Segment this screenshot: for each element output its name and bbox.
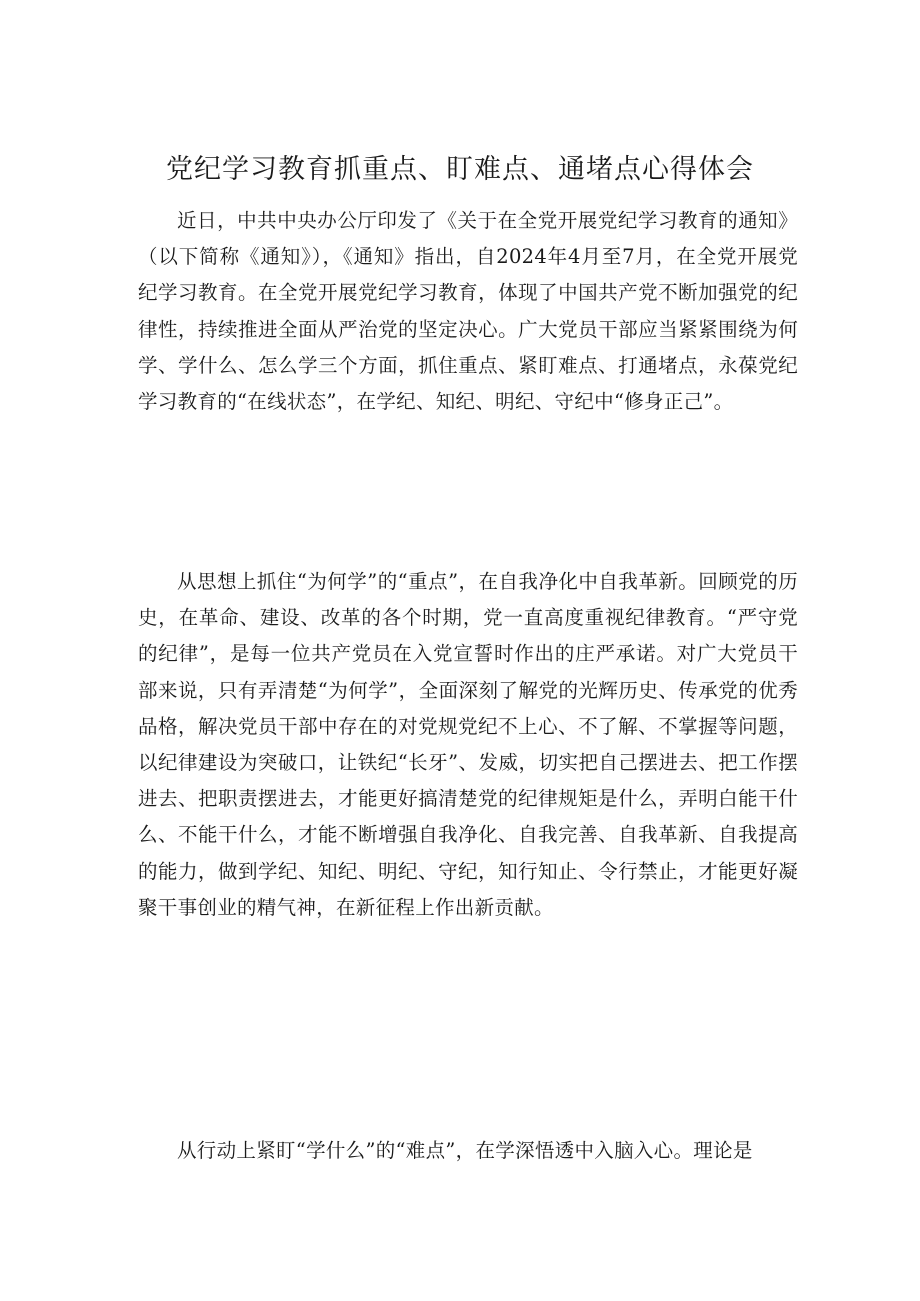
paragraph-2: 从思想上抓住“为何学”的“重点”，在自我净化中自我革新。回顾党的历史，在革命、建设、改革的各个时期，党一直高度重视纪律教育。“严守党的纪律”，是每一位共产党员在入党宣誓时作出的庄严承诺。对广大党员干部来说，只有弄清楚“为何学”，全面深刻了解党的光辉历史、传承党的优秀品格，解决党员干部中存在的对党规党纪不上心、不了解、不掌握等问题，以纪律建设为突破口，让铁纪“长牙”、发威，切实把自己摆进去、把工作摆进去、把职责摆进去，才能更好搞清楚党的纪律规矩是什么，弄明白能干什么、不能干什么，才能不断增强自我净化、自我完善、自我革新、自我提高的能力，做到学纪、知纪、明纪、守纪，知行知止、令行禁止，才能更好凝聚干事创业的精气神，在新征程上作出新贡献。 <box>138 570 798 919</box>
paragraph-3: 从行动上紧盯“学什么”的“难点”，在学深悟透中入脑入心。理论是 <box>177 1139 753 1162</box>
paragraph-1: 近日，中共中央办公厅印发了《关于在全党开展党纪学习教育的通知》（以下简称《通知》），《通知》指出，自2024年4月至7月，在全党开展党纪学习教育。在全党开展党纪学习教育，体现了中国共产党不断加强党的纪律性，持续推进全面从严治党的坚定决心。广大党员干部应当紧紧围绕为何学、学什么、怎么学三个方面，抓住重点、紧盯难点、打通堵点，永葆党纪学习教育的“在线状态”，在学纪、知纪、明纪、守纪中“修身正己”。 <box>138 209 798 414</box>
document-title: 党纪学习教育抓重点、盯难点、通堵点心得体会 <box>166 154 754 185</box>
